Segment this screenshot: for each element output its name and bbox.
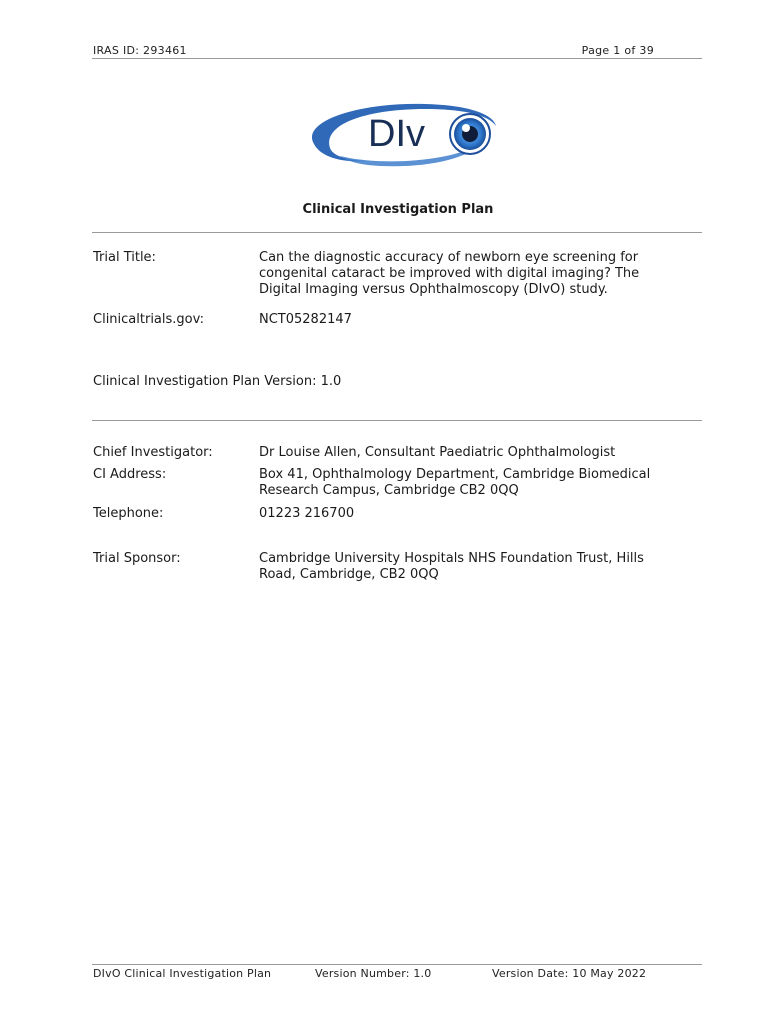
page-number: Page 1 of 39 bbox=[581, 44, 654, 57]
plan-version: Clinical Investigation Plan Version: 1.0 bbox=[93, 374, 342, 389]
version-divider bbox=[92, 420, 702, 421]
footer-divider bbox=[92, 964, 702, 965]
ci-address-label: CI Address: bbox=[93, 467, 167, 482]
ci-address-value: Box 41, Ophthalmology Department, Cambridge Biomedical Research Campus, Cambridge CB2 0QQ bbox=[259, 467, 651, 498]
trial-sponsor-label: Trial Sponsor: bbox=[93, 551, 181, 566]
logo-text: DIv bbox=[368, 113, 425, 155]
chief-investigator-label: Chief Investigator: bbox=[93, 445, 213, 460]
telephone-label: Telephone: bbox=[93, 506, 164, 521]
registry-label: Clinicaltrials.gov: bbox=[93, 312, 204, 327]
divo-logo-graphic bbox=[300, 96, 500, 168]
footer-doc-name: DIvO Clinical Investigation Plan bbox=[93, 967, 272, 980]
header-divider bbox=[92, 58, 702, 59]
trial-title-label: Trial Title: bbox=[93, 250, 156, 265]
trial-title-value: Can the diagnostic accuracy of newborn eye screening for congenital cataract be improved with digital imaging? The Digital Imaging versus Ophthalmoscopy (DIvO) study. bbox=[259, 250, 640, 297]
footer-version-number: Version Number: 1.0 bbox=[315, 967, 432, 980]
trial-sponsor-value: Cambridge University Hospitals NHS Foundation Trust, Hills Road, Cambridge, CB2 0QQ bbox=[259, 551, 644, 582]
divo-logo bbox=[300, 96, 500, 168]
chief-investigator-value: Dr Louise Allen, Consultant Paediatric Ophthalmologist bbox=[259, 445, 616, 460]
document-title: Clinical Investigation Plan bbox=[302, 202, 494, 217]
footer-version-date: Version Date: 10 May 2022 bbox=[492, 967, 647, 980]
telephone-value: 01223 216700 bbox=[259, 506, 355, 521]
eye-highlight bbox=[462, 124, 470, 132]
iras-id: IRAS ID: 293461 bbox=[93, 44, 187, 57]
registry-value: NCT05282147 bbox=[259, 312, 352, 327]
title-divider bbox=[92, 232, 702, 233]
